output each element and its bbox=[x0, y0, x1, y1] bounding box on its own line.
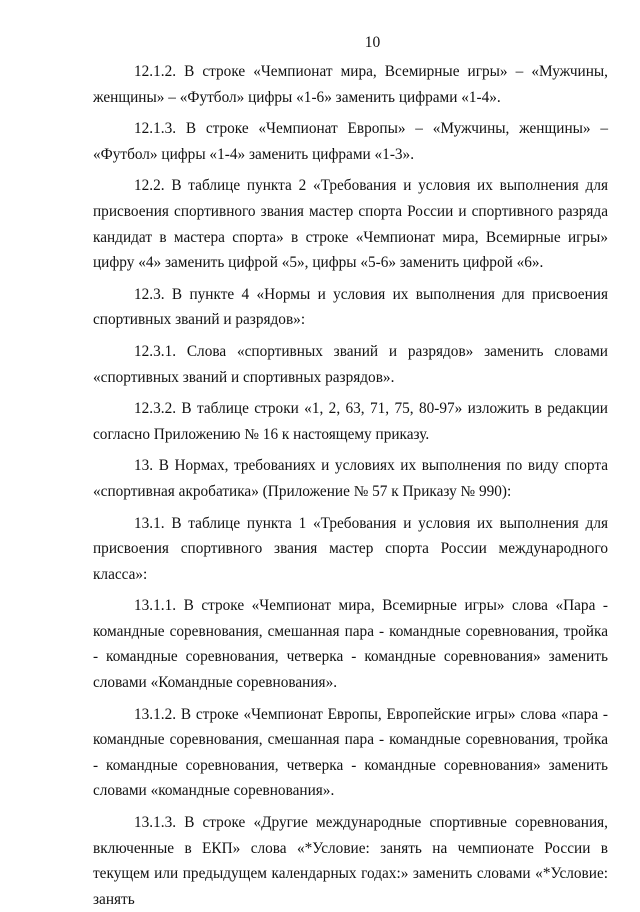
paragraph-12-3: 12.3. В пункте 4 «Нормы и условия их выполнения для присвоения спортивных званий и разрядов»: bbox=[93, 285, 608, 329]
paragraph-13: 13. В Нормах, требованиях и условиях их выполнения по виду спорта «спортивная акробатика» (Приложение № 57 к Приказу № 990): bbox=[93, 457, 608, 500]
paragraph-12-1-2: 12.1.2. В строке «Чемпионат мира, Всемирные игры» – «Мужчины, женщины» – «Футбол» цифры «1-6» заменить цифрами «1-4». bbox=[93, 63, 608, 106]
paragraph-12-2: 12.2. В таблице пункта 2 «Требования и условия их выполнения для присвоения спортивного звания мастер спорта России и спортивного разряда кандидат в мастера спорта» в строке «Чемпионат мира, Всемирные игры» цифру «4» заменить цифрой «5», цифры «5-6» заменить цифрой «6». bbox=[93, 177, 608, 272]
paragraph-12-3-1: 12.3.1. Слова «спортивных званий и разрядов» заменить словами «спортивных званий и спортивных разрядов». bbox=[93, 342, 608, 386]
paragraph-13-1-1: 13.1.1. В строке «Чемпионат мира, Всемирные игры» слова «Пара - командные соревнования, смешанная пара - командные соревнования, тройка - командные соревнования, четверка - командные соревнования» заменить словами «Командные соревнования». bbox=[93, 597, 608, 692]
paragraph-12-3-2: 12.3.2. В таблице строки «1, 2, 63, 71, 75, 80-97» изложить в редакции согласно Приложению № 16 к настоящему приказу. bbox=[93, 400, 608, 443]
paragraph-13-1-2: 13.1.2. В строке «Чемпионат Европы, Европейские игры» слова «пара - командные соревнования, смешанная пара - командные соревнования, тройка - командные соревнования, четверка - командные соревнования» заменить словами «командные соревнования». bbox=[93, 705, 608, 800]
paragraph-12-1-3: 12.1.3. В строке «Чемпионат Европы» – «Мужчины, женщины» – «Футбол» цифры «1-4» заменить цифрами «1-3». bbox=[93, 120, 608, 163]
paragraph-13-1-3: 13.1.3. В строке «Другие международные спортивные соревнования, включенные в ЕКП» слова «*Условие: занять на чемпионате России в текущем или предыдущем календарных годах:» заменить словами «*Условие: занять bbox=[93, 814, 608, 908]
page-number: 10 bbox=[364, 34, 381, 51]
paragraph-13-1: 13.1. В таблице пункта 1 «Требования и условия их выполнения для присвоения спортивного звания мастер спорта России международного класса»: bbox=[93, 514, 608, 583]
